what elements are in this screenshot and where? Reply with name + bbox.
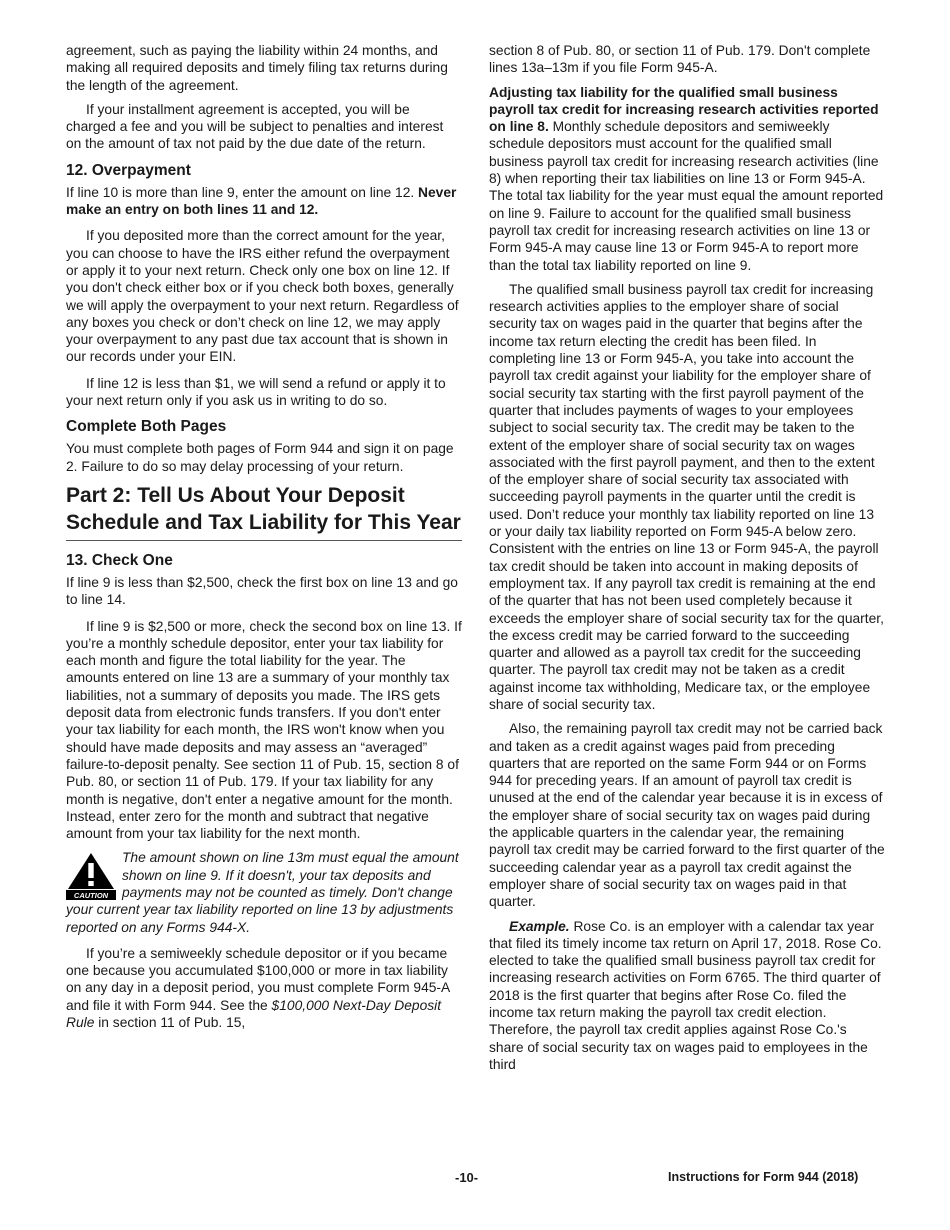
paragraph: [66, 945, 462, 1031]
paragraph: If line 9 is less than $2,500, check the first box on line 13 and go to line 14.: [66, 574, 458, 608]
footer-title: Instructions for Form 944 (2018): [668, 1170, 859, 1184]
right-column: [489, 42, 885, 1080]
paragraph: If line 12 is less than $1, we will send a refund or apply it to your next return only if you ask us in writing to do so.: [66, 375, 446, 409]
paragraph: Also, the remaining payroll tax credit may not be carried back and taken as a credit against wages paid from preceding quarters that are reported on the same Form 944 or on Forms 944 for preceding years. If an amount of payroll tax credit is unused at the end of the calendar year because it is in excess of the employer share of social security tax on wages paid during the applicable quarters in the calendar year, the remaining payroll tax credit may be carried forward to the first quarter of the succeeding calendar year as a payroll tax credit against the employer share of social security tax on wages paid in that quarter.: [489, 721, 885, 910]
paragraph: [66, 184, 462, 219]
paragraph-text: If line 10 is more than line 9, enter the amount on line 12.: [66, 184, 415, 200]
paragraph-text: Rose Co. is an employer with a calendar tax year that filed its timely income tax return on April 17, 2018. Rose Co. elected to take the qualified small business payroll tax credit for increasing research activities on Form 6765. The third quarter of 2018 is the first quarter that begins after Rose Co. filed the income tax return making the payroll tax credit election. Therefore, the payroll tax credit applies against Rose Co.'s share of social security tax on wages paid to employees in the third: [489, 918, 882, 1072]
bold-warning: Never make an entry on both lines 11 and 12.: [66, 184, 457, 218]
section-heading-check-one: 13. Check One: [66, 551, 173, 569]
paragraph: The qualified small business payroll tax credit for increasing research activities applies to the employer share of social security tax on wages paid in the quarter that begins after the income tax return electing the credit has been filed. In completing line 13 or Form 945-A, you take into account the payroll tax credit against your liability for the employer share of social security tax starting with the first payroll payment of the quarter that includes payments of wages to your employees subject to social security tax. The credit may be taken to the extent of the employer share of social security tax on wages associated with the first payroll payment, and then to the extent of the employer share of social security tax associated with succeeding payroll payments in the quarter until the credit is used. Don’t reduce your monthly tax liability reported on line 13 or your daily tax liability reported on Form 945-A below zero. Consistent with the entries on line 13 or Form 945-A, the payroll tax credit should be taken into account in making deposits of employment tax. If any payroll tax credit is remaining at the end of the quarter that has not been used completely because it exceeds the employer share of social security tax for the quarter, the excess credit may be carried forward to the succeeding quarter and allowed as a payroll tax credit for the succeeding quarter. The payroll tax credit may not be taken as a credit against income tax withholding, Medicare tax, or the employee share of social security tax.: [489, 281, 884, 712]
paragraph: [489, 918, 885, 1074]
paragraph: If your installment agreement is accepted, you will be charged a fee and you will be subject to penalties and interest on the amount of tax not paid by the due date of the return.: [66, 101, 444, 152]
paragraph-text: in section 11 of Pub. 15,: [98, 1015, 246, 1031]
rule-reference: $100,000 Next-Day Deposit Rule: [66, 997, 442, 1031]
example-label: Example.: [509, 918, 570, 934]
paragraph: [489, 84, 885, 274]
paragraph-text: If you’re a semiweekly schedule depositor or if you became one because you accumulated $100,000 or more in tax liability on any day in a deposit period, you must complete Form 945-A and file it with Form 944. See the: [66, 945, 450, 1013]
caution-note: [66, 849, 462, 935]
page-number: -10-: [455, 1170, 479, 1185]
paragraph: If line 9 is $2,500 or more, check the second box on line 13. If you’re a monthly schedule depositor, enter your tax liability for each month and figure the total liability for the year. The amounts entered on line 13 are a summary of your monthly tax liabilities, not a summary of deposits you made. The IRS gets deposit data from electronic funds transfers. If you don't enter your tax liability for each month, the IRS won't know when you should have made deposits and may assess an “averaged” failure-to-deposit penalty. See section 11 of Pub. 15, section 8 of Pub. 80, or section 11 of Pub. 179. If your tax liability for any month is negative, don't enter a negative amount for the month. Instead, enter zero for the month and subtract that negative amount from your tax liability for the next month.: [66, 618, 462, 842]
paragraph: agreement, such as paying the liability within 24 months, and making all required deposits and timely filing tax returns during the length of the agreement.: [66, 43, 448, 93]
caution-text: The amount shown on line 13m must equal the amount shown on line 9. If it doesn't, your tax deposits and payments may not be counted as timely. Don't change your current year tax liability reported on line 13 by adjustments reported on any Forms 944-X.: [66, 850, 459, 935]
part-heading: Part 2: Tell Us About Your Deposit Schedule and Tax Liability for This Year: [66, 482, 462, 541]
paragraph: You must complete both pages of Form 944 and sign it on page 2. Failure to do so may delay processing of your return.: [66, 441, 454, 474]
paragraph: If you deposited more than the correct amount for the year, you can choose to have the IRS either refund the overpayment or apply it to your next return. Check only one box on line 12. If you don't check either box or if you check both boxes, generally we will apply the overpayment to your next return. Regardless of any boxes you check or don’t check on line 12, we may apply your overpayment to any past due tax account that is shown in our records under your EIN.: [66, 228, 459, 365]
paragraph: section 8 of Pub. 80, or section 11 of Pub. 179. Don't complete lines 13a–13m if you file Form 945-A.: [489, 43, 871, 76]
section-heading-overpayment: 12. Overpayment: [66, 161, 191, 179]
bold-lead-in: Adjusting tax liability for the qualified small business payroll tax credit for increasing research activities reported on line 8.: [489, 84, 879, 135]
paragraph-text: Monthly schedule depositors and semiweekly schedule depositors must account for the qualified small business payroll tax credit for increasing research activities (line 8) when reporting their tax liabilities on line 13 or Form 945-A. The total tax liability for the year must equal the amount reported on line 9. Failure to account for the qualified small business payroll tax credit for increasing research activities on line 13 or Form 945-A may cause line 13 or Form 945-A to report more than the total tax liability reported on line 9.: [489, 119, 884, 273]
left-column: [66, 42, 462, 1038]
caution-icon: [66, 852, 116, 900]
caution-label: CAUTION: [73, 891, 109, 901]
section-heading-complete-both-pages: Complete Both Pages: [66, 418, 227, 436]
